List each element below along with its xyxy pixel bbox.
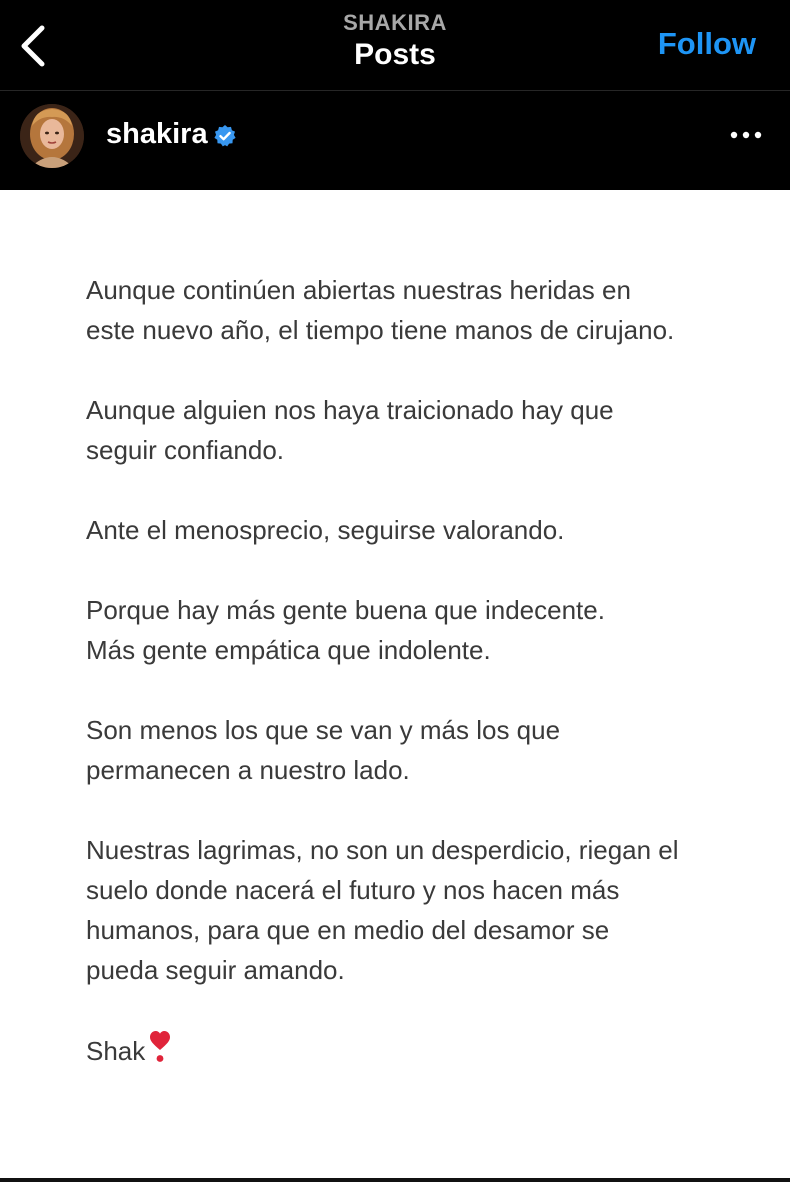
post-paragraph: Ante el menosprecio, seguirse valorando. (86, 515, 565, 545)
post-header (0, 91, 790, 190)
post-paragraph: Nuestras lagrimas, no son un desperdicio, riegan el suelo donde nacerá el futuro y nos hacen más humanos, para que en medio del desamor se pueda seguir amando. (86, 835, 679, 985)
post-author-username[interactable]: shakira (106, 118, 208, 150)
post-signature (86, 1030, 766, 1071)
post-paragraph: Aunque alguien nos haya traicionado hay que seguir confiando. (86, 395, 614, 465)
post-paragraph: Aunque continúen abiertas nuestras heridas en este nuevo año, el tiempo tiene manos de cirujano. (86, 275, 675, 345)
follow-button[interactable]: Follow (657, 26, 756, 61)
bottom-divider (0, 1178, 790, 1182)
post-paragraph: Porque hay más gente buena que indecente. Más gente empática que indolente. (86, 595, 605, 665)
page-title: Posts (354, 38, 436, 71)
verified-badge-icon (213, 124, 237, 148)
heart-exclamation-icon (149, 1030, 171, 1064)
post-paragraph: Son menos los que se van y más los que permanecen a nuestro lado. (86, 715, 561, 785)
profile-username-header: SHAKIRA (343, 10, 447, 35)
post-image[interactable] (0, 190, 790, 1178)
post-text-body (86, 270, 766, 1071)
profile-photo-icon (20, 104, 84, 168)
more-horizontal-icon[interactable] (726, 121, 766, 149)
avatar[interactable] (20, 104, 84, 168)
signature-text: Shak (86, 1036, 146, 1066)
top-navigation-bar (0, 0, 790, 91)
